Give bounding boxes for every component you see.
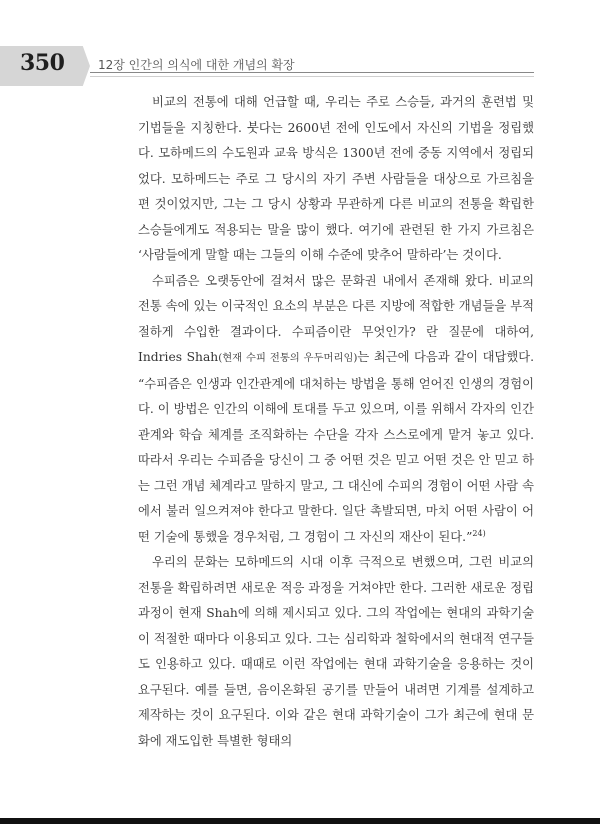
page-number: 350 xyxy=(20,50,65,76)
body-text xyxy=(138,90,534,754)
paragraph-sufism xyxy=(138,269,534,551)
paragraph-sufism-parenthetical: (현재 수피 전통의 우두머리임) xyxy=(218,352,358,364)
paragraph-sufism-text-a: 수피즘은 오랫동안에 걸쳐서 많은 문화권 내에서 존재해 왔다. 비교의 전통 속에 있는 이국적인 요소의 부분은 다른 지방에 적합한 개념들을 부적절하게 수입한 결과이다. 수피즘이란 무엇인가? 란 질문에 대하여, Indries Shah xyxy=(138,273,534,364)
page-bottom-border xyxy=(0,818,600,824)
paragraph-sufism-text-c: 는 최근에 다음과 같이 대답했다. “수피즘은 인생과 인간관계에 대처하는 방법을 통해 얻어진 인생의 경험이다. 이 방법은 인간의 이해에 토대를 두고 있으며, 이를 위해서 각자의 인간관계와 학습 체계를 조직화하는 수단을 각자 스스로에게 맡겨 놓고 있다. 따라서 우리는 수피즘을 당신이 그 중 어떤 것은 믿고 어떤 것은 안 믿고 하는 그런 개념 체계라고 말하지 말고, 그 대신에 수피의 경험이 어떤 사람 속에서 불러 일으켜져야 한다고 말한다. 일단 촉발되면, 마치 어떤 사람이 어떤 기술에 통했을 경우처럼, 그 경험이 그 자신의 재산이 된다.” xyxy=(138,350,534,544)
page-header xyxy=(0,0,600,96)
header-rule xyxy=(90,72,534,73)
footnote-marker: 24) xyxy=(472,528,486,538)
header-rule-secondary xyxy=(90,76,534,77)
running-head-chapter-title: 12장 인간의 의식에 대한 개념의 확장 xyxy=(98,58,295,72)
paragraph-modern-culture: 우리의 문화는 모하메드의 시대 이후 극적으로 변했으며, 그런 비교의 전통을 확립하려면 새로운 적응 과정을 거쳐야만 한다. 그러한 새로운 정립 과정이 현재 Shah에 의해 제시되고 있다. 그의 작업에는 현대의 과학기술이 적절한 때마다 이용되고 있다. 그는 심리학과 철학에서의 현대적 연구들도 인용하고 있다. 때때로 이런 작업에는 현대 과학기술을 응용하는 것이 요구된다. 예를 들면, 음이온화된 공기를 만들어 내려면 기계를 설계하고 제작하는 것이 요구된다. 이와 같은 현대 과학기술이 그가 최근에 현대 문화에 재도입한 특별한 형태의 xyxy=(138,555,534,748)
paragraph-esoteric-tradition: 비교의 전통에 대해 언급할 때, 우리는 주로 스승들, 과거의 훈련법 및 기법들을 지칭한다. 붓다는 2600년 전에 인도에서 자신의 기법을 정립했다. 모하메드의 수도원과 교육 방식은 1300년 전에 중동 지역에서 정립되었다. 모하메드는 주로 그 당시의 자기 주변 사람들을 대상으로 가르침을 편 것이었지만, 그는 그 당시 상황과 무관하게 다른 비교의 전통을 확립한 스승들에게도 적용되는 말을 많이 했다. 여기에 관련된 한 가지 가르침은 ‘사람들에게 말할 때는 그들의 이해 수준에 맞추어 말하라’는 것이다. xyxy=(138,95,534,262)
